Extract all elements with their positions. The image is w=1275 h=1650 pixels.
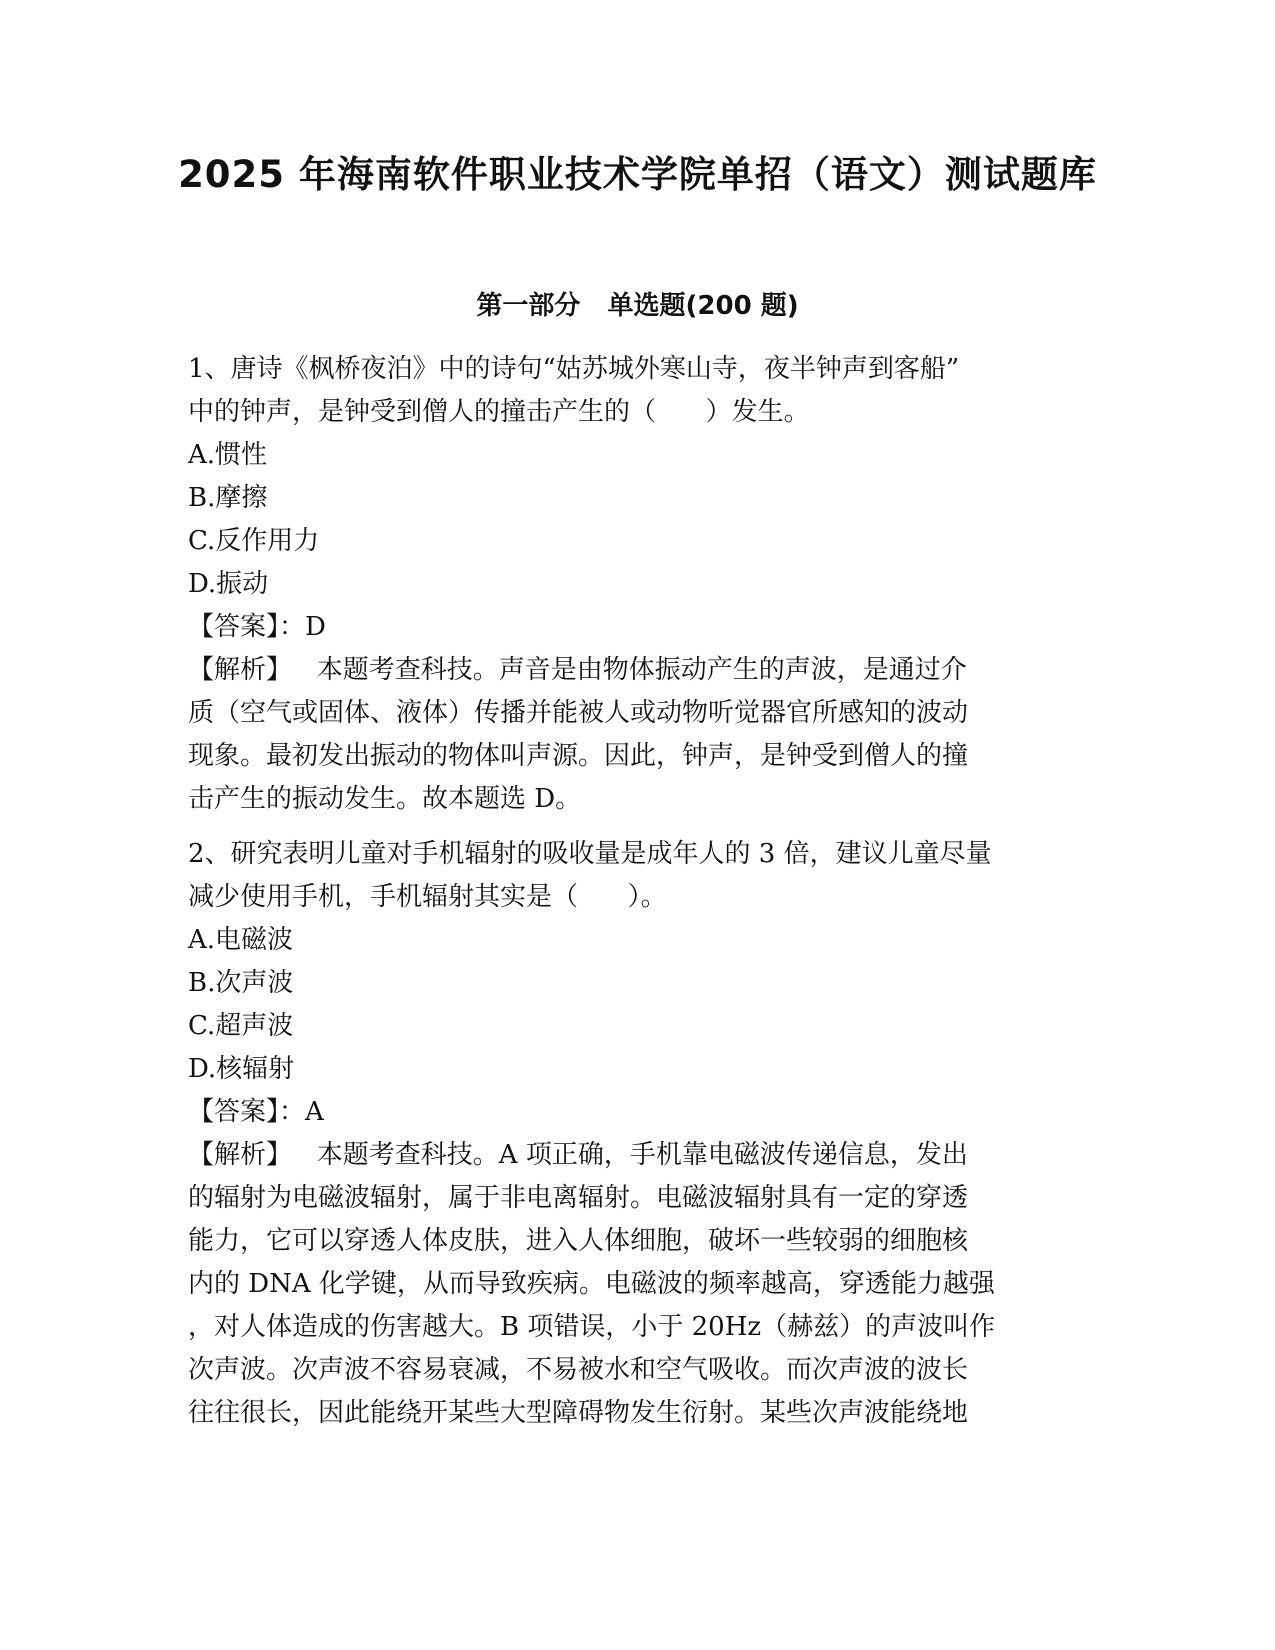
option-a: A.电磁波 <box>188 925 294 955</box>
explanation-label: 【解析】 <box>188 1140 293 1170</box>
question-item-2 <box>188 833 1068 1435</box>
option-d: D.核辐射 <box>188 1054 295 1084</box>
explanation-line <box>188 649 1068 692</box>
option-c: C.反作用力 <box>188 526 320 556</box>
answer-label: 【答案】： <box>188 1097 306 1127</box>
explanation <box>188 649 1068 821</box>
explanation-line: 现象。最初发出振动的物体叫声源。因此，钟声，是钟受到僧人的撞 <box>188 741 969 771</box>
question-stem <box>188 833 1068 919</box>
section-heading: 第一部分 单选题(200 题) <box>476 291 799 321</box>
explanation-line <box>188 1134 1068 1177</box>
stem-line: 减少使用手机，手机辐射其实是（ ）。 <box>188 882 667 912</box>
explanation-text: 本题考查科技。声音是由物体振动产生的声波，是通过介 <box>292 655 967 685</box>
stem-line: 2、研究表明儿童对手机辐射的吸收量是成年人的 3 倍，建议儿童尽量 <box>188 839 992 869</box>
explanation-line: 次声波。次声波不容易衰减，不易被水和空气吸收。而次声波的波长 <box>188 1355 969 1385</box>
explanation-line: 击产生的振动发生。故本题选 D。 <box>188 784 582 814</box>
explanation-text: 本题考查科技。A 项正确，手机靠电磁波传递信息，发出 <box>292 1140 968 1170</box>
explanation-line: 内的 DNA 化学键，从而导致疾病。电磁波的频率越高，穿透能力越强 <box>188 1269 995 1299</box>
answer-value: D <box>305 612 326 642</box>
option-c: C.超声波 <box>188 1011 294 1041</box>
explanation-line: 能力，它可以穿透人体皮肤，进入人体细胞，破坏一些较弱的细胞核 <box>188 1226 969 1256</box>
question-stem <box>188 348 1068 434</box>
option-b: B.摩擦 <box>188 483 268 513</box>
explanation-line: 往往很长，因此能绕开某些大型障碍物发生衍射。某些次声波能绕地 <box>188 1398 969 1428</box>
question-list <box>188 348 1068 1435</box>
answer-value: A <box>305 1097 324 1127</box>
answer-line <box>188 606 1068 649</box>
document-title: 2025 年海南软件职业技术学院单招（语文）测试题库 <box>178 153 1097 196</box>
explanation-line: 的辐射为电磁波辐射，属于非电离辐射。电磁波辐射具有一定的穿透 <box>188 1183 969 1213</box>
question-item-1 <box>188 348 1068 821</box>
stem-line: 1、唐诗《枫桥夜泊》中的诗句“姑苏城外寒山寺，夜半钟声到客船” <box>188 354 960 384</box>
explanation-label: 【解析】 <box>188 655 293 685</box>
stem-line: 中的钟声，是钟受到僧人的撞击产生的（ ）发生。 <box>188 397 810 427</box>
option-b: B.次声波 <box>188 968 294 998</box>
explanation <box>188 1134 1068 1435</box>
explanation-line: ，对人体造成的伤害越大。B 项错误，小于 20Hz（赫兹）的声波叫作 <box>188 1312 996 1342</box>
option-d: D.振动 <box>188 569 269 599</box>
answer-label: 【答案】： <box>188 612 306 642</box>
explanation-line: 质（空气或固体、液体）传播并能被人或动物听觉器官所感知的波动 <box>188 698 969 728</box>
answer-line <box>188 1091 1068 1134</box>
option-a: A.惯性 <box>188 440 268 470</box>
